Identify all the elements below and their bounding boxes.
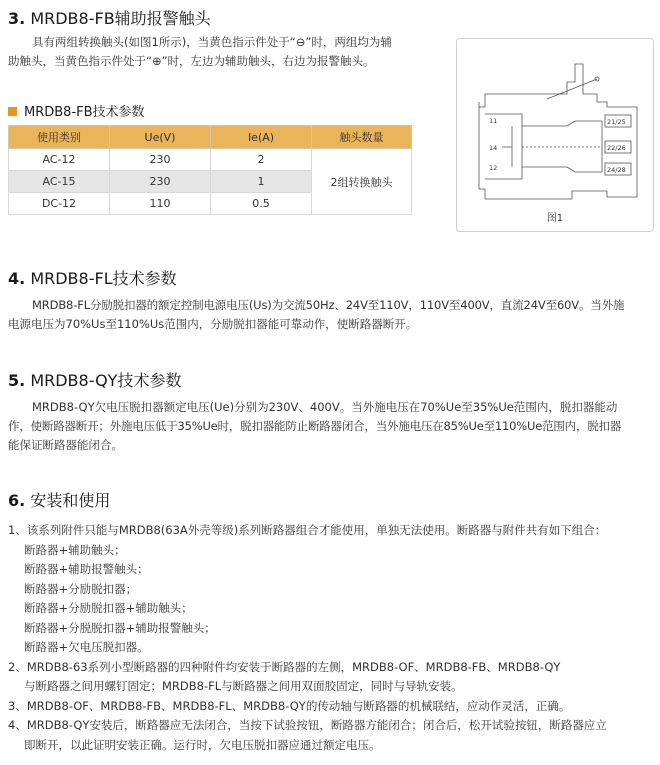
section5-para-line3: 能保证断路器能闭合。	[8, 438, 123, 452]
section3-para-line1: 具有两组转换触头(如图1所示)，当黄色指示件处于“⊖”时，两组均为辅	[32, 35, 392, 49]
label-left-11: 11	[489, 117, 498, 125]
table-cell: 0.5	[211, 193, 312, 215]
table-cell: DC-12	[9, 193, 110, 215]
section4-title: MRDB8-FL技术参数	[30, 269, 177, 288]
table-cell: 2	[211, 149, 312, 171]
section6-heading	[8, 488, 110, 511]
section3-heading	[8, 6, 211, 29]
table-cell: 110	[110, 193, 211, 215]
table-cell: 1	[211, 171, 312, 193]
section6-list	[8, 521, 658, 755]
table-header-row	[9, 126, 412, 149]
table-header-cell: 使用类别	[9, 126, 110, 149]
fb-params-table	[8, 125, 412, 215]
section5-title: MRDB8-QY技术参数	[30, 371, 182, 390]
list-item: 断路器+分励脱扣器；	[24, 581, 138, 596]
list-item: 断路器+辅助触头；	[24, 542, 126, 557]
list-item: 与断路器之间用螺钉固定；MRDB8-FL与断路器之间用双面胶固定，同时与导轨安装。	[24, 679, 463, 693]
table-cell: AC-15	[9, 171, 110, 193]
list-item: 3、MRDB8-OF、MRDB8-FB、MRDB8-FL、MRDB8-QY的传动轴与断路器的机械联结，应动作灵活，正确。	[8, 698, 571, 713]
table-cell: 230	[110, 149, 211, 171]
figure-caption: 图1	[546, 213, 564, 224]
section5-para-line2: 作，使断路器断开；外施电压低于35%Ue时，脱扣器能防止断路器闭合，当外施电压在85%Ue至110%Ue范围内，脱扣器	[8, 419, 622, 433]
section5-heading	[8, 368, 181, 391]
orange-square-bullet-icon	[8, 107, 17, 116]
section4-heading	[8, 266, 177, 289]
section4-paragraph	[8, 296, 658, 334]
section5-para-line1: MRDB8-QY欠电压脱扣器额定电压(Ue)分别为230V、400V。当外施电压在70%Ue至35%Ue范围内，脱扣器能动	[32, 400, 618, 414]
table-header-cell: Ue(V)	[110, 126, 211, 149]
list-item: 断路器+分励脱扣器+辅助触头；	[24, 601, 193, 615]
fb-table-title-text: MRDB8-FB技术参数	[24, 105, 145, 120]
section3-number: 3.	[8, 9, 26, 28]
section4-number: 4.	[8, 269, 26, 288]
figure-1	[456, 38, 654, 232]
list-item: 断路器+分脱脱扣器+辅助报警触头；	[24, 620, 216, 635]
list-item: 断路器+欠电压脱扣器。	[24, 640, 149, 654]
section3-paragraph	[8, 33, 448, 71]
section4-para-line2: 电源电压为70%Us至110%Us范围内，分励脱扣器能可靠动作，使断路器断开。	[8, 317, 418, 331]
table-row	[9, 149, 412, 171]
fb-table-title	[8, 101, 145, 120]
table-header-cell: 触头数量	[312, 126, 412, 149]
list-item: 1、该系列附件只能与MRDB8(63A外壳等级)系列断路器组合才能使用，单独无法使用。断路器与附件共有如下组合：	[8, 523, 607, 537]
contact-diagram	[457, 39, 653, 231]
section6-title: 安装和使用	[30, 491, 111, 510]
list-item: 断路器+辅助报警触头；	[24, 562, 149, 576]
table-header-cell: Ie(A)	[211, 126, 312, 149]
list-item: 2、MRDB8-63系列小型断路器的四种附件均安装于断路器的左侧，MRDB8-OF、MRDB8-FB、MRDB8-QY	[8, 659, 561, 674]
label-right-22-26: 22/26	[607, 144, 626, 152]
section3-para-line2: 助触头，当黄色指示件处于“⊕”时，左边为辅助触头，右边为报警触头。	[8, 54, 375, 68]
list-item: 即断开，以此证明安装正确。运行时，欠电压脱扣器应通过额定电压。	[24, 737, 381, 752]
table-merged-cell: 2组转换触头	[312, 149, 412, 215]
section5-paragraph	[8, 398, 658, 455]
list-item: 4、MRDB8-QY安装后，断路器应无法闭合，当按下试验按钮，断路器方能闭合；闭合后，松开试验按钮，断路器应立	[8, 718, 607, 732]
table-cell: 230	[110, 171, 211, 193]
label-right-21-25: 21/25	[607, 118, 626, 126]
label-left-14: 14	[489, 144, 498, 152]
section5-number: 5.	[8, 371, 26, 390]
label-left-12: 12	[489, 164, 498, 172]
label-right-24-28: 24/28	[607, 166, 626, 174]
section3-title: MRDB8-FB辅助报警触头	[30, 9, 211, 28]
section4-para-line1: MRDB8-FL分励脱扣器的额定控制电源电压(Us)为交流50Hz、24V至110V，110V至400V，直流24V至60V。当外施	[32, 298, 625, 312]
section6-number: 6.	[8, 491, 26, 510]
table-cell: AC-12	[9, 149, 110, 171]
